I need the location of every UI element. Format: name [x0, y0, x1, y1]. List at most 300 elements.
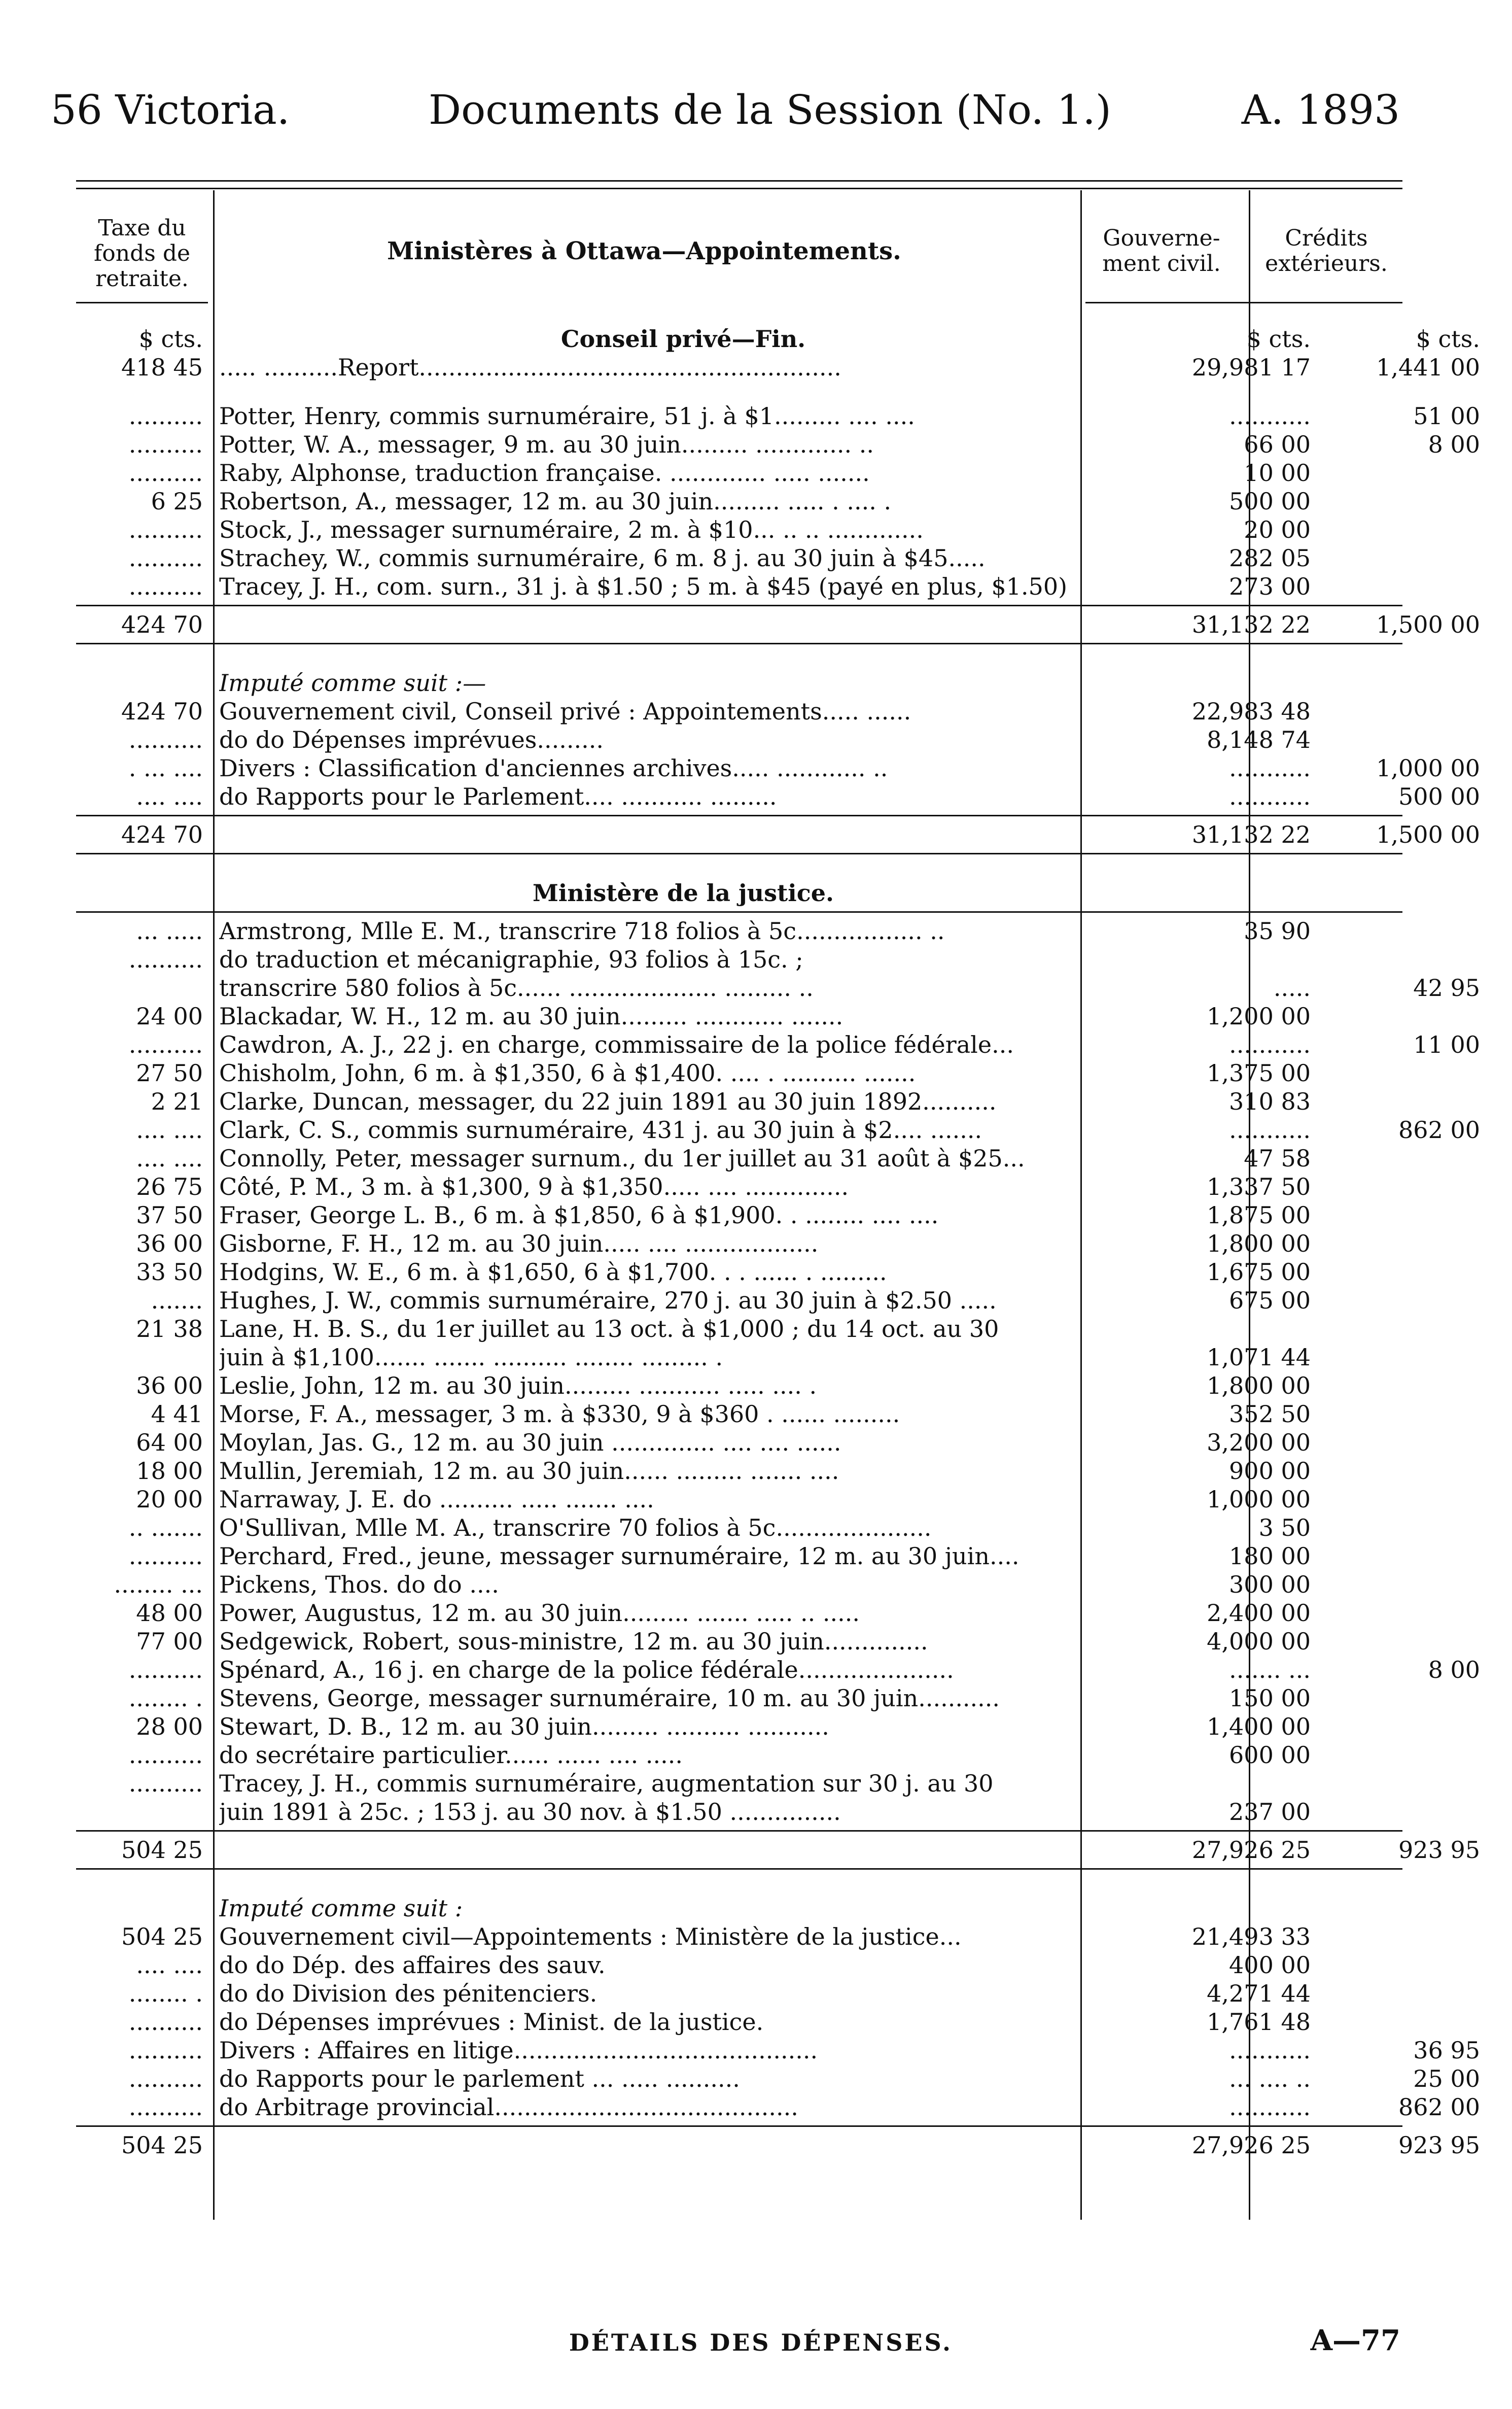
- description-cell: Potter, W. A., messager, 9 m. au 30 juin......... ............. ..: [219, 431, 874, 458]
- gov-amount-cell: ...........: [1229, 1031, 1311, 1058]
- description-cell: Gouvernement civil, Conseil privé : Appointements..... ......: [219, 698, 911, 725]
- credit-amount-cell: [1328, 726, 1480, 754]
- credit-amount-cell: [1328, 1059, 1480, 1087]
- gov-amount-cell: 20 00: [1244, 516, 1311, 543]
- table-row: [76, 1457, 1402, 1485]
- credit-amount-cell: [1328, 1741, 1480, 1769]
- table-row: [76, 459, 1402, 487]
- table-row: [76, 1656, 1480, 1684]
- table-row: [76, 1343, 1402, 1371]
- gov-amount-cell: 2,400 00: [1207, 1599, 1311, 1627]
- tax-cell: ..........: [128, 1031, 203, 1058]
- description-cell: Clarke, Duncan, messager, du 22 juin 1891 au 30 juin 1892..........: [219, 1088, 997, 1115]
- tax-cell: 6 25: [151, 488, 203, 515]
- credit-amount-cell: 923 95: [1398, 1836, 1480, 1864]
- table-row: [76, 1712, 1402, 1741]
- table-row: [76, 487, 1402, 515]
- credit-amount-cell: [1328, 1894, 1480, 1922]
- gov-amount-cell: 400 00: [1229, 1951, 1311, 1979]
- tax-cell: 424 70: [121, 821, 203, 848]
- table-row: [76, 1922, 1402, 1951]
- units-row: [76, 325, 1480, 353]
- sum-rule: [76, 1830, 1402, 1832]
- credit-amount-cell: 1,000 00: [1376, 754, 1480, 782]
- credit-amount-cell: [1328, 1922, 1480, 1951]
- description-cell: do do Dép. des affaires des sauv.: [219, 1951, 606, 1979]
- description-cell: Stevens, George, messager surnuméraire, 10 m. au 30 juin...........: [219, 1684, 1000, 1712]
- gov-amount-cell: 900 00: [1229, 1457, 1311, 1485]
- credit-amount-cell: [1328, 1286, 1480, 1315]
- tax-cell: ........ ...: [114, 1571, 203, 1598]
- table-row: [76, 1894, 1402, 1922]
- table-row: [76, 1684, 1402, 1712]
- credit-amount-cell: [1328, 1087, 1480, 1116]
- description-cell: do Rapports pour le parlement ... ..... ..........: [219, 2065, 740, 2092]
- description-cell: Imputé comme suit :: [219, 1895, 463, 1922]
- tax-cell: 36 00: [136, 1230, 203, 1257]
- sum-rule: [76, 911, 1402, 913]
- gov-amount-cell: 27,926 25: [1191, 1836, 1311, 1864]
- tax-cell: 424 70: [121, 611, 203, 638]
- tax-cell: ... .....: [136, 917, 203, 945]
- credit-amount-cell: [1328, 1428, 1480, 1457]
- table-row: [76, 1059, 1402, 1087]
- credit-amount-cell: [1328, 917, 1480, 945]
- gov-amount-cell: 27,926 25: [1191, 2131, 1311, 2159]
- table-row: [76, 353, 1480, 382]
- description-cell: Gouvernement civil—Appointements : Ministère de la justice...: [219, 1923, 962, 1950]
- tax-cell: [76, 974, 203, 1002]
- credit-amount-cell: 1,500 00: [1376, 611, 1480, 638]
- description-cell: Robertson, A., messager, 12 m. au 30 juin......... ..... . .... .: [219, 488, 892, 515]
- tax-cell: ..........: [128, 402, 203, 430]
- gov-amount-cell: 3 50: [1258, 1514, 1311, 1541]
- tax-cell: ..........: [128, 946, 203, 973]
- column-header-tax: Taxe du fonds de retraite.: [93, 215, 191, 292]
- description-cell: do do Division des pénitenciers.: [219, 1980, 597, 2007]
- table-row: [76, 2131, 1480, 2159]
- credit-amount-cell: [1328, 1485, 1480, 1513]
- credit-amount-cell: 51 00: [1413, 402, 1480, 430]
- gov-amount-cell: [1153, 945, 1311, 974]
- tax-cell: ..........: [128, 459, 203, 487]
- credit-amount-cell: [1328, 1002, 1480, 1030]
- table-row: [76, 697, 1402, 726]
- header-year: A. 1893: [1241, 86, 1400, 133]
- table-row: [76, 1315, 1402, 1343]
- gov-amount-cell: 29,981 17: [1191, 354, 1311, 381]
- table-row: [76, 1173, 1402, 1201]
- tax-cell: .... ....: [136, 1951, 203, 1979]
- credit-amount-cell: [1328, 2008, 1480, 2036]
- gov-amount-cell: ...........: [1229, 2037, 1311, 2064]
- tax-cell: ..........: [128, 544, 203, 572]
- credit-amount-cell: 11 00: [1413, 1031, 1480, 1058]
- description-cell: Clark, C. S., commis surnuméraire, 431 j. au 30 juin à $2.... .......: [219, 1116, 982, 1144]
- tax-cell: ..........: [128, 573, 203, 600]
- tax-cell: 2 21: [151, 1088, 203, 1115]
- tax-cell: 24 00: [136, 1003, 203, 1030]
- table-row: [76, 1116, 1480, 1144]
- table-row: [76, 2036, 1480, 2064]
- tax-cell: ..........: [128, 516, 203, 543]
- table-row: [76, 544, 1402, 572]
- credit-amount-cell: [1328, 572, 1480, 601]
- tax-cell: ..........: [128, 2037, 203, 2064]
- description-cell: Tracey, J. H., commis surnuméraire, augmentation sur 30 j. au 30: [219, 1770, 994, 1797]
- credit-amount-cell: [1328, 1951, 1480, 1979]
- gov-amount-cell: 1,675 00: [1207, 1258, 1311, 1286]
- credit-amount-cell: [1328, 1542, 1480, 1570]
- table-row: [76, 572, 1402, 601]
- header-rule-right: [1085, 302, 1402, 303]
- credit-amount-cell: [1328, 1570, 1480, 1599]
- table-row: [76, 917, 1402, 945]
- tax-cell: ..........: [128, 1542, 203, 1570]
- top-rule-1: [76, 180, 1402, 182]
- credit-amount-cell: 923 95: [1398, 2131, 1480, 2159]
- credit-amount-cell: [1328, 879, 1480, 907]
- footer-title: DÉTAILS DES DÉPENSES.: [569, 2329, 953, 2356]
- gov-amount-cell: 1,400 00: [1207, 1713, 1311, 1740]
- credit-amount-cell: 1,441 00: [1376, 354, 1480, 381]
- description-cell: do do Dépenses imprévues.........: [219, 726, 604, 753]
- description-cell: Perchard, Fred., jeune, messager surnuméraire, 12 m. au 30 juin....: [219, 1542, 1019, 1570]
- credit-amount-cell: [1328, 1371, 1480, 1400]
- gov-amount-cell: 3,200 00: [1207, 1429, 1311, 1456]
- tax-cell: [76, 1343, 203, 1371]
- table-row: [76, 1513, 1402, 1542]
- gov-amount-cell: 1,875 00: [1207, 1201, 1311, 1229]
- gov-amount-cell: [1153, 879, 1311, 907]
- table-row: [76, 945, 1402, 974]
- tax-cell: 28 00: [136, 1713, 203, 1740]
- table-row: [76, 1428, 1402, 1457]
- gov-amount-cell: ...........: [1229, 783, 1311, 810]
- tax-cell: ..........: [128, 431, 203, 458]
- tax-cell: [76, 1798, 203, 1826]
- header-rule-tax: [76, 302, 208, 303]
- gov-amount-cell: [1153, 669, 1311, 697]
- credit-amount-cell: 42 95: [1413, 974, 1480, 1002]
- gov-amount-cell: 1,000 00: [1207, 1486, 1311, 1513]
- credit-amount-cell: [1328, 487, 1480, 515]
- gov-amount-cell: 4,000 00: [1207, 1628, 1311, 1655]
- gov-amount-cell: 66 00: [1244, 431, 1311, 458]
- tax-cell: 18 00: [136, 1457, 203, 1485]
- tax-cell: .... ....: [136, 783, 203, 810]
- section-heading-row: [76, 879, 1402, 907]
- gov-amount-cell: 1,800 00: [1207, 1230, 1311, 1257]
- credit-amount-cell: 862 00: [1398, 1116, 1480, 1144]
- sum-rule: [76, 643, 1402, 644]
- table-row: [76, 1542, 1402, 1570]
- table-row: [76, 669, 1402, 697]
- description-cell: Armstrong, Mlle E. M., transcrire 718 folios à 5c................. ..: [219, 917, 945, 945]
- description-cell: Imputé comme suit :—: [219, 669, 486, 697]
- tax-cell: 424 70: [121, 698, 203, 725]
- credit-amount-cell: [1328, 1769, 1480, 1798]
- credit-amount-cell: [1328, 1457, 1480, 1485]
- gov-amount-cell: 675 00: [1229, 1287, 1311, 1314]
- sum-rule: [76, 2125, 1402, 2127]
- credit-amount-cell: [1328, 1258, 1480, 1286]
- credit-amount-cell: [1328, 1201, 1480, 1229]
- credit-amount-cell: [1328, 459, 1480, 487]
- tax-cell: [76, 669, 203, 697]
- gov-amount-cell: 31,132 22: [1191, 611, 1311, 638]
- sum-rule: [76, 1868, 1402, 1870]
- gov-amount-cell: 4,271 44: [1207, 1980, 1311, 2007]
- table-row: [76, 820, 1480, 849]
- table-row: [76, 1599, 1402, 1627]
- tax-cell: 48 00: [136, 1599, 203, 1627]
- table-row: [76, 1002, 1402, 1030]
- gov-amount-cell: 35 90: [1244, 917, 1311, 945]
- gov-amount-cell: 180 00: [1229, 1542, 1311, 1570]
- credit-amount-cell: [1328, 1513, 1480, 1542]
- description-cell: Hodgins, W. E., 6 m. à $1,650, 6 à $1,700. . . ...... . .........: [219, 1258, 887, 1286]
- description-cell: Ministère de la justice.: [533, 879, 834, 907]
- description-cell: do Arbitrage provincial.........................................: [219, 2093, 798, 2121]
- table-row: [76, 974, 1480, 1002]
- table-row: [76, 1258, 1402, 1286]
- gov-amount-cell: [1153, 1894, 1311, 1922]
- credit-amount-cell: [1328, 1684, 1480, 1712]
- table-row: [76, 1769, 1402, 1798]
- table-row: [76, 2064, 1480, 2093]
- description-cell: Lane, H. B. S., du 1er juillet au 13 oct. à $1,000 ; du 14 oct. au 30: [219, 1315, 999, 1343]
- tax-cell: 4 41: [151, 1400, 203, 1428]
- table-row: [76, 1144, 1402, 1173]
- tax-cell: 504 25: [121, 1836, 203, 1864]
- description-cell: [219, 1836, 1147, 1864]
- top-rule-2: [76, 188, 1402, 189]
- description-cell: [219, 2131, 1147, 2159]
- sum-rule: [76, 815, 1402, 816]
- table-row: [76, 1087, 1402, 1116]
- table-row: [76, 726, 1402, 754]
- tax-cell: .... ....: [136, 1145, 203, 1172]
- sum-rule: [76, 853, 1402, 854]
- credit-amount-cell: [1328, 1712, 1480, 1741]
- gov-amount-cell: 1,761 48: [1207, 2008, 1311, 2036]
- description-cell: Blackadar, W. H., 12 m. au 30 juin......... ............ .......: [219, 1003, 843, 1030]
- header-session-year: 56 Victoria.: [51, 86, 290, 133]
- table-row: [76, 1951, 1402, 1979]
- gov-amount-cell: .....: [1273, 974, 1311, 1002]
- tax-cell: ..........: [128, 1656, 203, 1683]
- gov-amount-cell: 282 05: [1229, 544, 1311, 572]
- description-cell: Potter, Henry, commis surnuméraire, 51 j. à $1......... .... ....: [219, 402, 915, 430]
- table-row: [76, 2008, 1402, 2036]
- gov-amount-cell: ...........: [1229, 2093, 1311, 2121]
- table-row: [76, 1229, 1402, 1258]
- sum-rule: [76, 605, 1402, 606]
- tax-cell: 27 50: [136, 1059, 203, 1087]
- description-cell: transcrire 580 folios à 5c...... .................... ......... ..: [219, 974, 814, 1002]
- credit-amount-cell: [1328, 1229, 1480, 1258]
- gov-amount-cell: 352 50: [1229, 1400, 1311, 1428]
- credit-amount-cell: [1328, 1144, 1480, 1173]
- credit-amount-cell: 1,500 00: [1376, 821, 1480, 848]
- table-row: [76, 1798, 1402, 1826]
- credit-amount-cell: [1328, 1798, 1480, 1826]
- description-cell: Côté, P. M., 3 m. à $1,300, 9 à $1,350..... .... ..............: [219, 1173, 849, 1200]
- tax-cell: 33 50: [136, 1258, 203, 1286]
- description-cell: Sedgewick, Robert, sous-ministre, 12 m. au 30 juin..............: [219, 1628, 928, 1655]
- credit-amount-cell: [1328, 1599, 1480, 1627]
- tax-cell: ..........: [128, 1741, 203, 1769]
- credit-amount-cell: [1328, 945, 1480, 974]
- description-cell: do secrétaire particulier...... ...... .... .....: [219, 1741, 683, 1769]
- table-row: [76, 782, 1480, 811]
- description-cell: Divers : Affaires en litige.........................................: [219, 2037, 818, 2064]
- tax-cell: 26 75: [136, 1173, 203, 1200]
- table-row: [76, 754, 1480, 782]
- table-row: [76, 1627, 1402, 1656]
- gov-amount-cell: 31,132 22: [1191, 821, 1311, 848]
- tax-cell: 418 45: [121, 354, 203, 381]
- tax-cell: .. .......: [128, 1514, 203, 1541]
- row-gap: [76, 382, 1402, 402]
- description-cell: Chisholm, John, 6 m. à $1,350, 6 à $1,400. .... . .......... .......: [219, 1059, 916, 1087]
- column-header-cred: Crédits extérieurs.: [1265, 225, 1388, 277]
- tax-cell: 504 25: [121, 1923, 203, 1950]
- credit-amount-cell: [1328, 1400, 1480, 1428]
- row-gap: [76, 1874, 1402, 1894]
- description-cell: Gisborne, F. H., 12 m. au 30 juin..... .... ..................: [219, 1230, 819, 1257]
- table-row: [76, 1836, 1480, 1864]
- row-gap: [76, 858, 1402, 879]
- tax-cell: ..........: [128, 726, 203, 753]
- table-row: [76, 1741, 1402, 1769]
- table-row: [76, 1485, 1402, 1513]
- gov-amount-cell: [1153, 1769, 1311, 1798]
- table-row: [76, 1400, 1402, 1428]
- tax-cell: ..........: [128, 2093, 203, 2121]
- description-cell: juin 1891 à 25c. ; 153 j. au 30 nov. à $1.50 ...............: [219, 1798, 841, 1826]
- column-header-gov: Gouverne-ment civil.: [1102, 225, 1221, 277]
- tax-cell: [76, 1894, 203, 1922]
- description-cell: Divers : Classification d'anciennes archives..... ............ ..: [219, 754, 888, 782]
- gov-amount-cell: 1,071 44: [1207, 1344, 1311, 1371]
- header-title: Documents de la Session (No. 1.): [429, 86, 1112, 133]
- table-row: [76, 1030, 1480, 1059]
- tax-cell: [76, 879, 203, 907]
- description-cell: Stewart, D. B., 12 m. au 30 juin......... .......... ...........: [219, 1713, 829, 1740]
- description-cell: [219, 820, 1147, 849]
- gov-amount-cell: 1,200 00: [1207, 1003, 1311, 1030]
- tax-cell: 36 00: [136, 1372, 203, 1399]
- row-gap: [76, 648, 1402, 669]
- credit-amount-cell: [1328, 515, 1480, 544]
- description-cell: Mullin, Jeremiah, 12 m. au 30 juin...... ......... ....... ....: [219, 1457, 839, 1485]
- credit-amount-cell: [1328, 697, 1480, 726]
- gov-amount-cell: ...........: [1229, 402, 1311, 430]
- footer-page-number: A—77: [1310, 2324, 1400, 2357]
- description-cell: Morse, F. A., messager, 3 m. à $330, 9 à $360 . ...... .........: [219, 1400, 900, 1428]
- tax-cell: 37 50: [136, 1201, 203, 1229]
- tax-cell: 20 00: [136, 1486, 203, 1513]
- description-cell: ..... ..........Report.........................................................: [219, 354, 841, 381]
- credit-amount-cell: 862 00: [1398, 2093, 1480, 2121]
- description-cell: Stock, J., messager surnuméraire, 2 m. à $10... .. .. .............: [219, 516, 924, 543]
- description-cell: Strachey, W., commis surnuméraire, 6 m. 8 j. au 30 juin à $45.....: [219, 544, 986, 572]
- description-cell: Cawdron, A. J., 22 j. en charge, commissaire de la police fédérale...: [219, 1031, 1014, 1058]
- tax-cell: 21 38: [136, 1315, 203, 1343]
- gov-amount-cell: [1153, 1315, 1311, 1343]
- tax-cell: 504 25: [121, 2131, 203, 2159]
- credit-amount-cell: 25 00: [1413, 2065, 1480, 2092]
- table-row: [76, 1286, 1402, 1315]
- credit-amount-cell: [1328, 1173, 1480, 1201]
- gov-amount-cell: 1,800 00: [1207, 1372, 1311, 1399]
- gov-amount-cell: 237 00: [1229, 1798, 1311, 1826]
- gov-amount-cell: 600 00: [1229, 1741, 1311, 1769]
- table-row: [76, 515, 1402, 544]
- gov-amount-cell: ... .... ..: [1229, 2065, 1311, 2092]
- tax-cell: ..........: [128, 2008, 203, 2036]
- description-cell: Leslie, John, 12 m. au 30 juin......... ........... ..... .... .: [219, 1372, 817, 1399]
- table-row: [76, 1371, 1402, 1400]
- description-cell: Moylan, Jas. G., 12 m. au 30 juin .............. .... .... ......: [219, 1429, 841, 1456]
- description-cell: [219, 610, 1147, 639]
- gov-amount-cell: 21,493 33: [1191, 1923, 1311, 1950]
- description-cell: do Rapports pour le Parlement.... ........... .........: [219, 783, 777, 810]
- gov-amount-cell: 273 00: [1229, 573, 1311, 600]
- tax-cell: ........ .: [128, 1684, 203, 1712]
- gov-amount-cell: 500 00: [1229, 488, 1311, 515]
- credit-amount-cell: 8 00: [1428, 1656, 1480, 1683]
- credit-amount-cell: [1328, 669, 1480, 697]
- table-row: [76, 1570, 1402, 1599]
- credit-amount-cell: [1328, 1627, 1480, 1656]
- description-cell: O'Sullivan, Mlle M. A., transcrire 70 folios à 5c.....................: [219, 1514, 932, 1541]
- description-cell: Pickens, Thos. do do ....: [219, 1571, 499, 1598]
- gov-amount-cell: ....... ...: [1229, 1656, 1311, 1683]
- tax-cell: . ... ....: [128, 754, 203, 782]
- gov-amount-cell: 310 83: [1229, 1088, 1311, 1115]
- description-cell: Raby, Alphonse, traduction française. ............. ..... .......: [219, 459, 870, 487]
- credit-amount-cell: [1328, 1315, 1480, 1343]
- gov-amount-cell: $ cts.: [1246, 325, 1311, 353]
- tax-cell: 77 00: [136, 1628, 203, 1655]
- gov-amount-cell: 10 00: [1244, 459, 1311, 487]
- description-cell: Hughes, J. W., commis surnuméraire, 270 j. au 30 juin à $2.50 .....: [219, 1287, 997, 1314]
- tax-cell: .......: [151, 1287, 203, 1314]
- credit-amount-cell: 500 00: [1398, 783, 1480, 810]
- description-cell: do Dépenses imprévues : Minist. de la justice.: [219, 2008, 764, 2036]
- gov-amount-cell: 1,337 50: [1207, 1173, 1311, 1200]
- credit-amount-cell: $ cts.: [1416, 325, 1480, 353]
- gov-amount-cell: 1,375 00: [1207, 1059, 1311, 1087]
- description-cell: do traduction et mécanigraphie, 93 folios à 15c. ;: [219, 946, 803, 973]
- credit-amount-cell: 36 95: [1413, 2037, 1480, 2064]
- gov-amount-cell: ...........: [1229, 1116, 1311, 1144]
- gov-amount-cell: ...........: [1229, 754, 1311, 782]
- table-row: [76, 2093, 1480, 2121]
- table-row: [76, 610, 1480, 639]
- description-cell: Power, Augustus, 12 m. au 30 juin......... ....... ..... .. .....: [219, 1599, 860, 1627]
- expense-table: [76, 325, 1480, 2159]
- description-cell: Narraway, J. E. do .......... ..... ....... ....: [219, 1486, 654, 1513]
- gov-amount-cell: 8,148 74: [1207, 726, 1311, 753]
- description-cell: Conseil privé—Fin.: [560, 325, 806, 353]
- tax-cell: $ cts.: [138, 325, 203, 353]
- tax-cell: ........ .: [128, 1980, 203, 2007]
- description-cell: Fraser, George L. B., 6 m. à $1,850, 6 à $1,900. . ........ .... ....: [219, 1201, 939, 1229]
